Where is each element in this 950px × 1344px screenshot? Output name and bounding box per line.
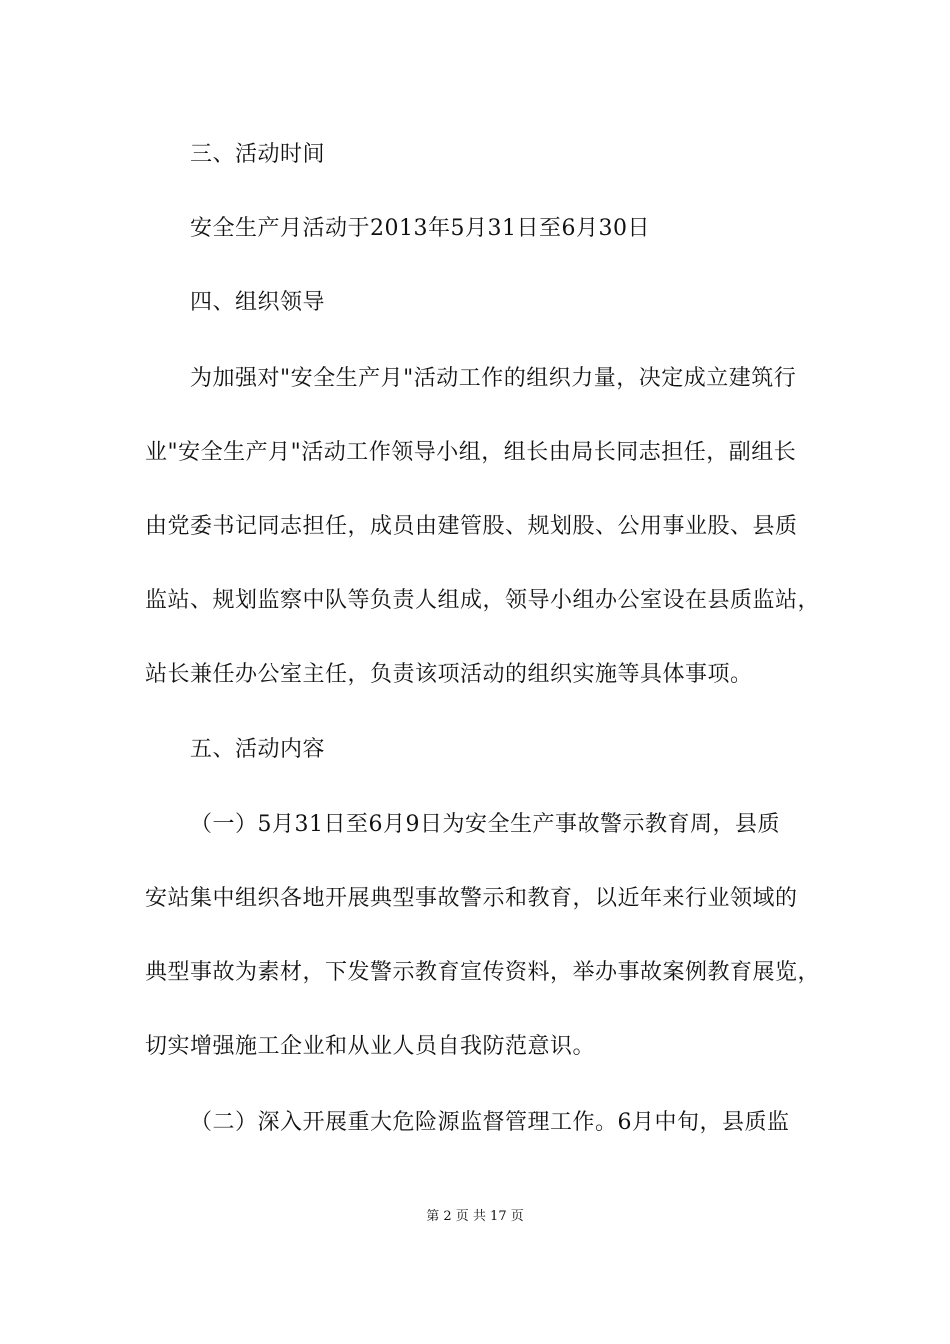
paragraph-line: 为加强对"安全生产月"活动工作的组织力量，决定成立建筑行 bbox=[190, 366, 797, 391]
paragraph-line: （二）深入开展重大危险源监督管理工作。6月中旬，县质监 bbox=[190, 1110, 790, 1135]
paragraph-line: 安全生产月活动于2013年5月31日至6月30日 bbox=[190, 216, 650, 241]
heading-activity-time: 三、活动时间 bbox=[190, 142, 326, 167]
heading-organization: 四、组织领导 bbox=[190, 290, 326, 315]
page-footer: 第 2 页 共 17 页 bbox=[426, 1209, 524, 1224]
paragraph-line: 站长兼任办公室主任，负责该项活动的组织实施等具体事项。 bbox=[145, 662, 753, 687]
heading-activity-content: 五、活动内容 bbox=[190, 737, 326, 762]
paragraph-line: 业"安全生产月"活动工作领导小组，组长由局长同志担任，副组长 bbox=[145, 440, 797, 465]
paragraph-line: 由党委书记同志担任，成员由建管股、规划股、公用事业股、县质 bbox=[145, 514, 798, 539]
paragraph-line: 典型事故为素材，下发警示教育宣传资料，举办事故案例教育展览， bbox=[145, 960, 821, 985]
paragraph-line: （一）5月31日至6月9日为安全生产事故警示教育周，县质 bbox=[190, 812, 780, 837]
paragraph-line: 安站集中组织各地开展典型事故警示和教育，以近年来行业领域的 bbox=[145, 886, 798, 911]
paragraph-line: 监站、规划监察中队等负责人组成，领导小组办公室设在县质监站， bbox=[145, 588, 821, 613]
paragraph-line: 切实增强施工企业和从业人员自我防范意识。 bbox=[145, 1034, 596, 1059]
